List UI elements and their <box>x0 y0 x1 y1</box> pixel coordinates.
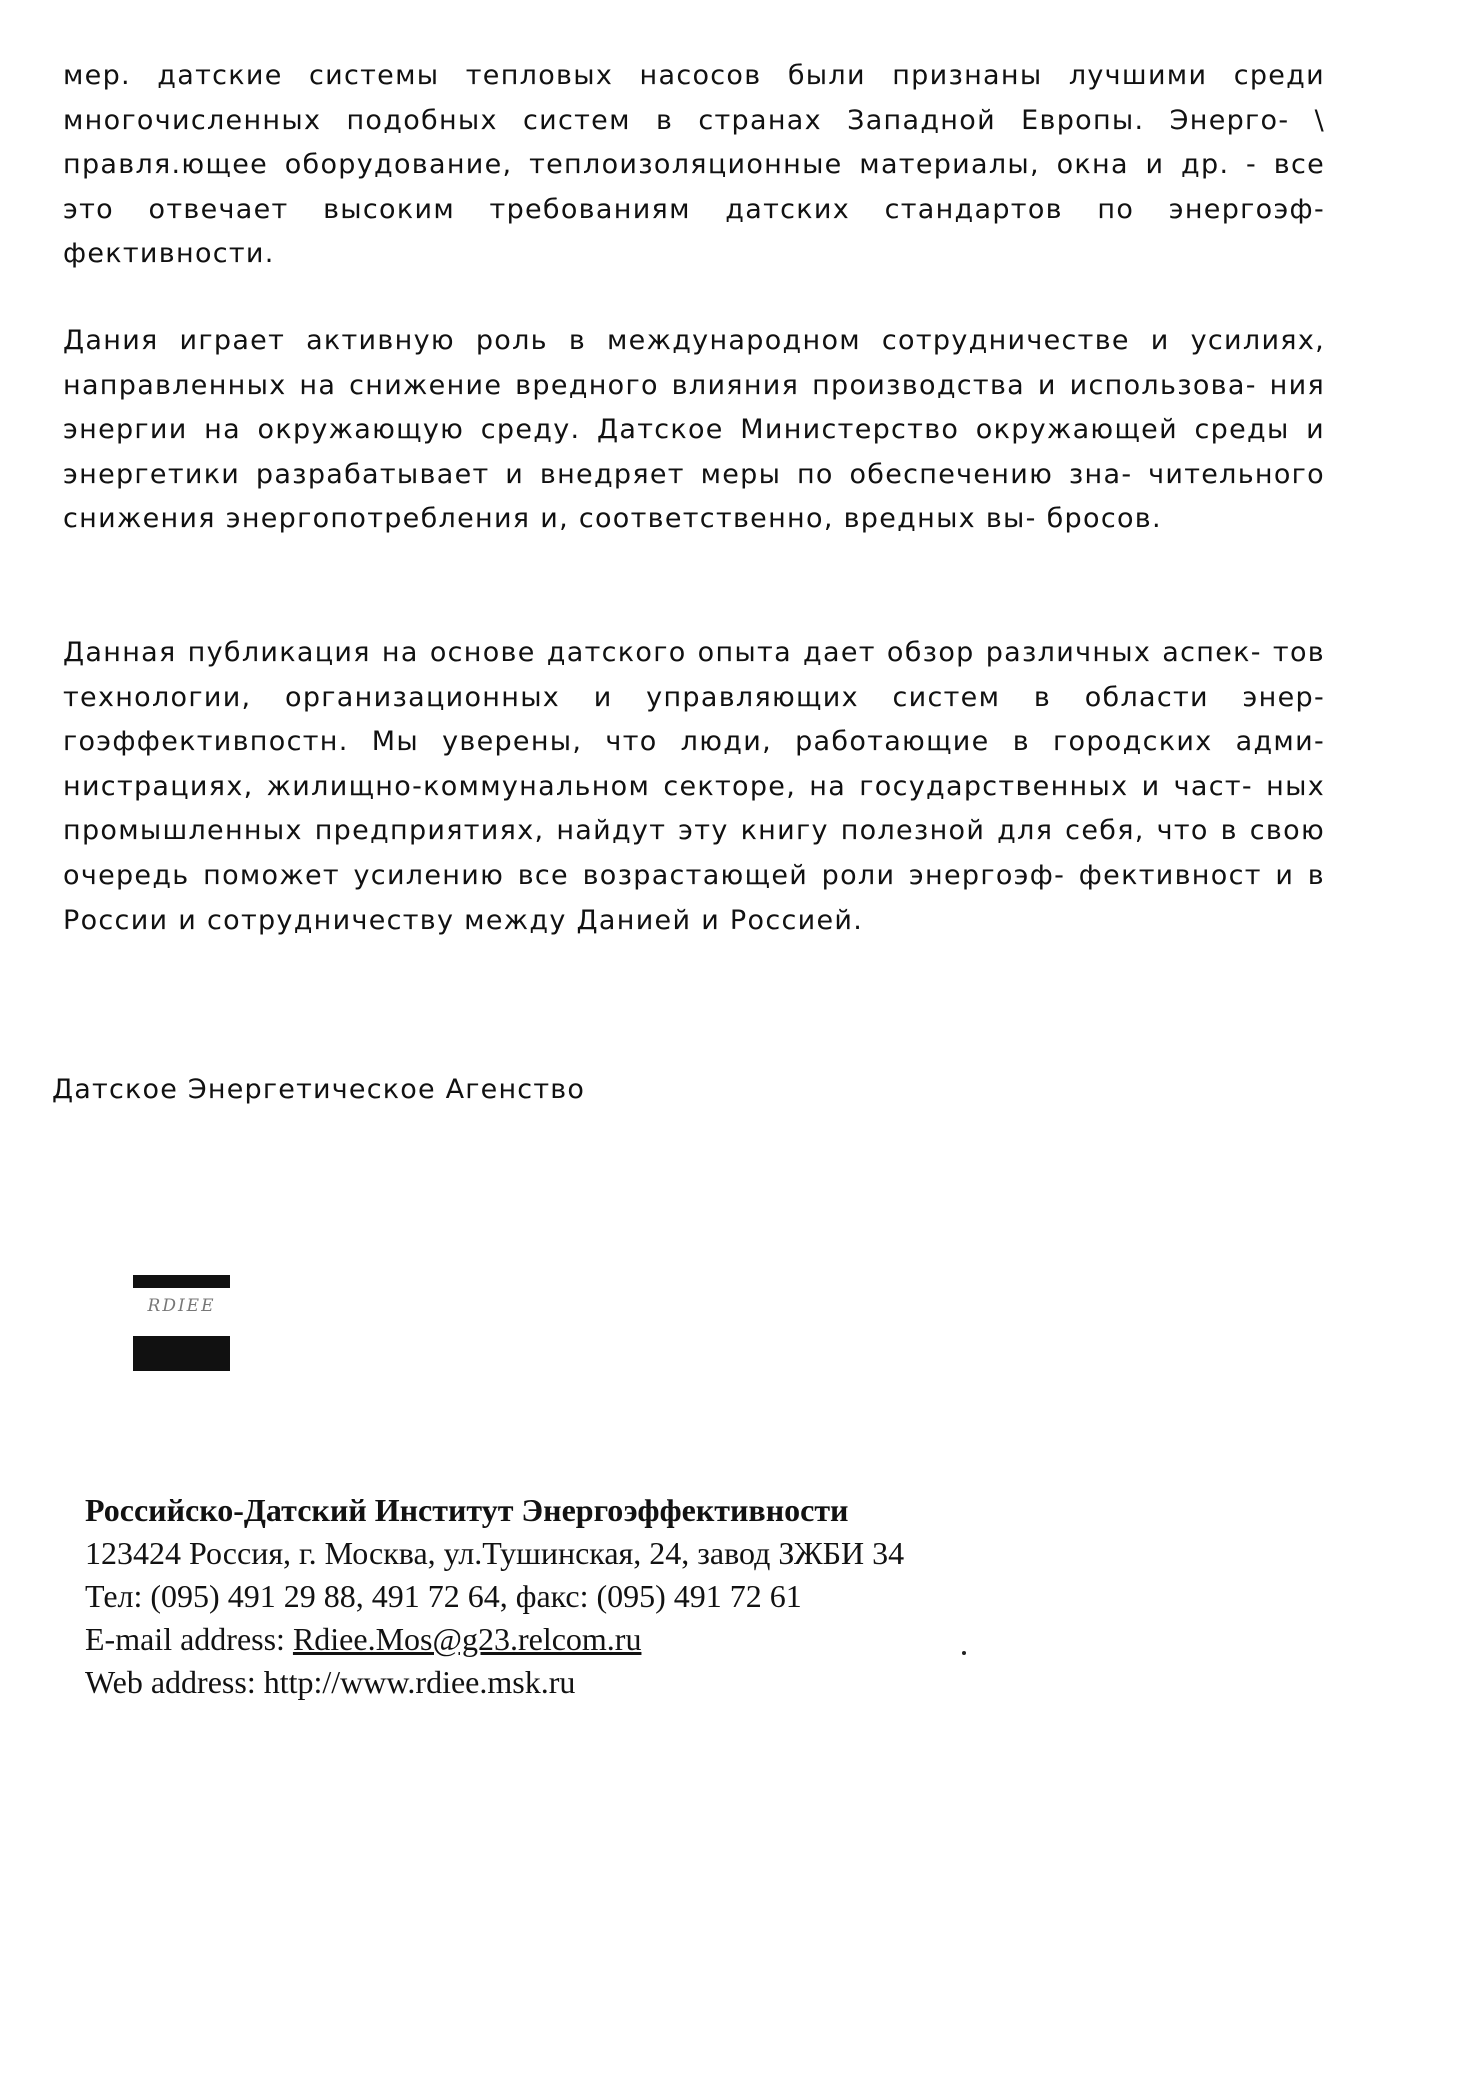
body-paragraph-1: мер. датские системы тепловых насосов были признаны лучшими среди многочисленных подобных систем в странах Западной Европы. Энерго- \ правля.ющее оборудование, теплоизоляционные материалы, окна и др. - все это отвечает высоким требованиям датских стандартов по энергоэф- фективности. <box>63 60 1325 270</box>
web-label: Web address: <box>85 1664 256 1700</box>
postal-address: 123424 Россия, г. Москва, ул.Тушинская, 24, завод ЗЖБИ 34 <box>85 1535 905 1571</box>
logo-top-bar <box>133 1275 230 1288</box>
email-link[interactable]: Rdiee.Mos@g23.relcom.ru <box>292 1621 642 1657</box>
email-line <box>85 1618 904 1661</box>
contact-block <box>85 1489 904 1704</box>
phone-fax: Тел: (095) 491 29 88, 491 72 64, факс: (095) 491 72 61 <box>85 1578 802 1614</box>
web-line <box>85 1661 904 1704</box>
body-paragraph-2: Дания играет активную роль в международном сотрудничестве и усилиях, направленных на снижение вредного влияния производства и использова- ния энергии на окружающую среду. Датское Министерство окружающей среды и энергетики разрабатывает и внедряет меры по обеспечению зна- чительного снижения энергопотребления и, соответственно, вредных вы- бросов. <box>63 325 1325 535</box>
logo-text: RDIEE <box>147 1296 216 1316</box>
institute-logo <box>133 1275 230 1371</box>
body-paragraph-3: Данная публикация на основе датского опыта дает обзор различных аспек- тов технологии, организационных и управляющих систем в области энер- гоэффективпостн. Мы уверены, что люди, работающие в городских адми- нистрациях, жилищно-коммунальном секторе, на государственных и част- ных промышленных предприятиях, найдут эту книгу полезной для себя, что в свою очередь поможет усилению все возрастающей роли энергоэф- фективност и в России и сотрудничеству между Данией и Россией. <box>63 637 1325 936</box>
logo-bottom-bar <box>133 1336 230 1371</box>
email-label: E-mail address: <box>85 1621 285 1657</box>
web-link[interactable]: http://www.rdiee.msk.ru <box>263 1664 576 1700</box>
organization-name: Российско-Датский Институт Энергоэффективности <box>85 1492 849 1528</box>
signature: Датское Энергетическое Агенство <box>52 1074 586 1105</box>
stray-dot <box>962 1651 966 1655</box>
